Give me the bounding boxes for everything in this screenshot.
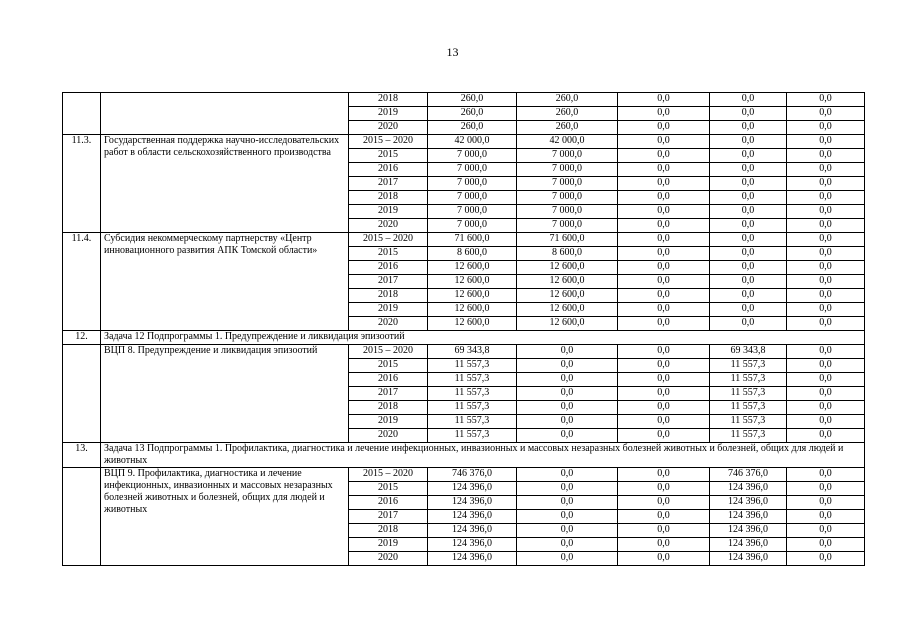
item-description: ВЦП 9. Профилактика, диагностика и лечение инфекционных, инвазионных и массовых незаразных болезней животных и болезней, общих для людей и животных <box>101 468 349 566</box>
total-cell: 124 396,0 <box>428 524 517 538</box>
other-cell: 0,0 <box>787 415 865 429</box>
period-cell: 2019 <box>349 205 428 219</box>
other-cell: 0,0 <box>787 552 865 566</box>
period-cell: 2018 <box>349 191 428 205</box>
period-cell: 2015 – 2020 <box>349 345 428 359</box>
regional-cell: 0,0 <box>618 219 710 233</box>
federal-cell: 260,0 <box>517 107 618 121</box>
period-cell: 2016 <box>349 496 428 510</box>
regional-cell: 0,0 <box>618 373 710 387</box>
item-number: 11.3. <box>63 135 101 233</box>
total-cell: 7 000,0 <box>428 177 517 191</box>
task-row <box>63 443 865 468</box>
total-cell: 124 396,0 <box>428 482 517 496</box>
regional-cell: 0,0 <box>618 191 710 205</box>
total-cell: 7 000,0 <box>428 219 517 233</box>
total-cell: 260,0 <box>428 93 517 107</box>
federal-cell: 0,0 <box>517 415 618 429</box>
total-cell: 7 000,0 <box>428 163 517 177</box>
total-cell: 7 000,0 <box>428 205 517 219</box>
regional-cell: 0,0 <box>618 387 710 401</box>
regional-cell: 0,0 <box>618 261 710 275</box>
regional-cell: 0,0 <box>618 163 710 177</box>
other-cell: 0,0 <box>787 275 865 289</box>
total-cell: 12 600,0 <box>428 289 517 303</box>
regional-cell: 0,0 <box>618 401 710 415</box>
item-description: ВЦП 8. Предупреждение и ликвидация эпизоотий <box>101 345 349 443</box>
regional-cell: 0,0 <box>618 247 710 261</box>
table-row <box>63 135 865 149</box>
local-cell: 0,0 <box>710 93 787 107</box>
local-cell: 0,0 <box>710 219 787 233</box>
federal-cell: 12 600,0 <box>517 275 618 289</box>
local-cell: 0,0 <box>710 317 787 331</box>
other-cell: 0,0 <box>787 387 865 401</box>
other-cell: 0,0 <box>787 149 865 163</box>
regional-cell: 0,0 <box>618 552 710 566</box>
regional-cell: 0,0 <box>618 510 710 524</box>
federal-cell: 0,0 <box>517 401 618 415</box>
total-cell: 124 396,0 <box>428 552 517 566</box>
federal-cell: 12 600,0 <box>517 261 618 275</box>
federal-cell: 0,0 <box>517 373 618 387</box>
page-number: 13 <box>446 45 459 59</box>
total-cell: 12 600,0 <box>428 261 517 275</box>
local-cell: 0,0 <box>710 303 787 317</box>
task-number: 13. <box>63 443 101 468</box>
local-cell: 11 557,3 <box>710 373 787 387</box>
federal-cell: 7 000,0 <box>517 163 618 177</box>
total-cell: 12 600,0 <box>428 275 517 289</box>
period-cell: 2018 <box>349 524 428 538</box>
period-cell: 2015 <box>349 149 428 163</box>
item-description: Государственная поддержка научно-исследовательских работ в области сельскохозяйственного производства <box>101 135 349 233</box>
other-cell: 0,0 <box>787 401 865 415</box>
local-cell: 0,0 <box>710 261 787 275</box>
regional-cell: 0,0 <box>618 538 710 552</box>
table-row <box>63 233 865 247</box>
federal-cell: 71 600,0 <box>517 233 618 247</box>
total-cell: 8 600,0 <box>428 247 517 261</box>
federal-cell: 12 600,0 <box>517 289 618 303</box>
federal-cell: 7 000,0 <box>517 219 618 233</box>
item-number <box>63 93 101 135</box>
regional-cell: 0,0 <box>618 496 710 510</box>
other-cell: 0,0 <box>787 107 865 121</box>
task-title: Задача 13 Подпрограммы 1. Профилактика, диагностика и лечение инфекционных, инвазионных и массовых незаразных болезней животных и болезней, общих для людей и животных <box>101 443 865 468</box>
federal-cell: 0,0 <box>517 482 618 496</box>
period-cell: 2020 <box>349 219 428 233</box>
total-cell: 42 000,0 <box>428 135 517 149</box>
total-cell: 12 600,0 <box>428 317 517 331</box>
local-cell: 11 557,3 <box>710 429 787 443</box>
local-cell: 0,0 <box>710 233 787 247</box>
federal-cell: 0,0 <box>517 538 618 552</box>
local-cell: 124 396,0 <box>710 482 787 496</box>
regional-cell: 0,0 <box>618 177 710 191</box>
other-cell: 0,0 <box>787 205 865 219</box>
local-cell: 124 396,0 <box>710 552 787 566</box>
other-cell: 0,0 <box>787 247 865 261</box>
federal-cell: 12 600,0 <box>517 303 618 317</box>
local-cell: 0,0 <box>710 177 787 191</box>
local-cell: 0,0 <box>710 247 787 261</box>
local-cell: 69 343,8 <box>710 345 787 359</box>
period-cell: 2015 – 2020 <box>349 233 428 247</box>
regional-cell: 0,0 <box>618 233 710 247</box>
total-cell: 11 557,3 <box>428 429 517 443</box>
total-cell: 11 557,3 <box>428 415 517 429</box>
federal-cell: 7 000,0 <box>517 149 618 163</box>
other-cell: 0,0 <box>787 233 865 247</box>
period-cell: 2018 <box>349 289 428 303</box>
local-cell: 124 396,0 <box>710 538 787 552</box>
total-cell: 260,0 <box>428 107 517 121</box>
local-cell: 11 557,3 <box>710 387 787 401</box>
regional-cell: 0,0 <box>618 149 710 163</box>
item-description: Субсидия некоммерческому партнерству «Центр инновационного развития АПК Томской области» <box>101 233 349 331</box>
federal-cell: 0,0 <box>517 524 618 538</box>
table-row <box>63 468 865 482</box>
federal-cell: 8 600,0 <box>517 247 618 261</box>
regional-cell: 0,0 <box>618 359 710 373</box>
total-cell: 124 396,0 <box>428 496 517 510</box>
local-cell: 0,0 <box>710 135 787 149</box>
period-cell: 2015 – 2020 <box>349 135 428 149</box>
federal-cell: 260,0 <box>517 121 618 135</box>
other-cell: 0,0 <box>787 303 865 317</box>
federal-cell: 260,0 <box>517 93 618 107</box>
table-row <box>63 345 865 359</box>
regional-cell: 0,0 <box>618 121 710 135</box>
regional-cell: 0,0 <box>618 107 710 121</box>
local-cell: 0,0 <box>710 275 787 289</box>
regional-cell: 0,0 <box>618 205 710 219</box>
total-cell: 746 376,0 <box>428 468 517 482</box>
period-cell: 2019 <box>349 538 428 552</box>
regional-cell: 0,0 <box>618 468 710 482</box>
regional-cell: 0,0 <box>618 415 710 429</box>
local-cell: 0,0 <box>710 289 787 303</box>
total-cell: 12 600,0 <box>428 303 517 317</box>
local-cell: 11 557,3 <box>710 415 787 429</box>
item-description <box>101 93 349 135</box>
other-cell: 0,0 <box>787 317 865 331</box>
period-cell: 2016 <box>349 163 428 177</box>
period-cell: 2017 <box>349 275 428 289</box>
other-cell: 0,0 <box>787 289 865 303</box>
total-cell: 7 000,0 <box>428 191 517 205</box>
local-cell: 746 376,0 <box>710 468 787 482</box>
federal-cell: 0,0 <box>517 496 618 510</box>
regional-cell: 0,0 <box>618 289 710 303</box>
federal-cell: 0,0 <box>517 387 618 401</box>
period-cell: 2017 <box>349 177 428 191</box>
budget-table <box>62 92 865 566</box>
other-cell: 0,0 <box>787 373 865 387</box>
period-cell: 2019 <box>349 415 428 429</box>
local-cell: 0,0 <box>710 121 787 135</box>
total-cell: 11 557,3 <box>428 401 517 415</box>
local-cell: 0,0 <box>710 149 787 163</box>
table-row <box>63 93 865 107</box>
total-cell: 124 396,0 <box>428 510 517 524</box>
other-cell: 0,0 <box>787 524 865 538</box>
federal-cell: 42 000,0 <box>517 135 618 149</box>
other-cell: 0,0 <box>787 538 865 552</box>
task-row <box>63 331 865 345</box>
local-cell: 11 557,3 <box>710 359 787 373</box>
other-cell: 0,0 <box>787 496 865 510</box>
total-cell: 260,0 <box>428 121 517 135</box>
other-cell: 0,0 <box>787 359 865 373</box>
task-number: 12. <box>63 331 101 345</box>
other-cell: 0,0 <box>787 482 865 496</box>
other-cell: 0,0 <box>787 219 865 233</box>
federal-cell: 7 000,0 <box>517 191 618 205</box>
period-cell: 2015 <box>349 482 428 496</box>
other-cell: 0,0 <box>787 345 865 359</box>
period-cell: 2015 <box>349 247 428 261</box>
federal-cell: 0,0 <box>517 429 618 443</box>
other-cell: 0,0 <box>787 163 865 177</box>
local-cell: 0,0 <box>710 163 787 177</box>
other-cell: 0,0 <box>787 121 865 135</box>
regional-cell: 0,0 <box>618 275 710 289</box>
regional-cell: 0,0 <box>618 93 710 107</box>
period-cell: 2020 <box>349 317 428 331</box>
period-cell: 2016 <box>349 261 428 275</box>
other-cell: 0,0 <box>787 510 865 524</box>
period-cell: 2020 <box>349 429 428 443</box>
period-cell: 2020 <box>349 121 428 135</box>
other-cell: 0,0 <box>787 93 865 107</box>
total-cell: 11 557,3 <box>428 373 517 387</box>
other-cell: 0,0 <box>787 191 865 205</box>
federal-cell: 0,0 <box>517 468 618 482</box>
total-cell: 11 557,3 <box>428 387 517 401</box>
federal-cell: 0,0 <box>517 359 618 373</box>
period-cell: 2015 <box>349 359 428 373</box>
federal-cell: 0,0 <box>517 510 618 524</box>
item-number: 11.4. <box>63 233 101 331</box>
federal-cell: 7 000,0 <box>517 177 618 191</box>
period-cell: 2019 <box>349 303 428 317</box>
local-cell: 0,0 <box>710 107 787 121</box>
total-cell: 69 343,8 <box>428 345 517 359</box>
item-number <box>63 345 101 443</box>
regional-cell: 0,0 <box>618 303 710 317</box>
federal-cell: 12 600,0 <box>517 317 618 331</box>
task-title: Задача 12 Подпрограммы 1. Предупреждение и ликвидация эпизоотий <box>101 331 865 345</box>
local-cell: 124 396,0 <box>710 496 787 510</box>
local-cell: 0,0 <box>710 205 787 219</box>
total-cell: 124 396,0 <box>428 538 517 552</box>
local-cell: 0,0 <box>710 191 787 205</box>
period-cell: 2019 <box>349 107 428 121</box>
regional-cell: 0,0 <box>618 482 710 496</box>
regional-cell: 0,0 <box>618 429 710 443</box>
table-body <box>63 93 865 566</box>
local-cell: 11 557,3 <box>710 401 787 415</box>
item-number <box>63 468 101 566</box>
federal-cell: 7 000,0 <box>517 205 618 219</box>
period-cell: 2020 <box>349 552 428 566</box>
period-cell: 2015 – 2020 <box>349 468 428 482</box>
total-cell: 11 557,3 <box>428 359 517 373</box>
other-cell: 0,0 <box>787 135 865 149</box>
total-cell: 71 600,0 <box>428 233 517 247</box>
other-cell: 0,0 <box>787 261 865 275</box>
local-cell: 124 396,0 <box>710 510 787 524</box>
period-cell: 2017 <box>349 387 428 401</box>
federal-cell: 0,0 <box>517 345 618 359</box>
regional-cell: 0,0 <box>618 345 710 359</box>
other-cell: 0,0 <box>787 429 865 443</box>
regional-cell: 0,0 <box>618 524 710 538</box>
other-cell: 0,0 <box>787 177 865 191</box>
local-cell: 124 396,0 <box>710 524 787 538</box>
total-cell: 7 000,0 <box>428 149 517 163</box>
period-cell: 2018 <box>349 93 428 107</box>
regional-cell: 0,0 <box>618 135 710 149</box>
other-cell: 0,0 <box>787 468 865 482</box>
regional-cell: 0,0 <box>618 317 710 331</box>
period-cell: 2016 <box>349 373 428 387</box>
period-cell: 2018 <box>349 401 428 415</box>
period-cell: 2017 <box>349 510 428 524</box>
federal-cell: 0,0 <box>517 552 618 566</box>
